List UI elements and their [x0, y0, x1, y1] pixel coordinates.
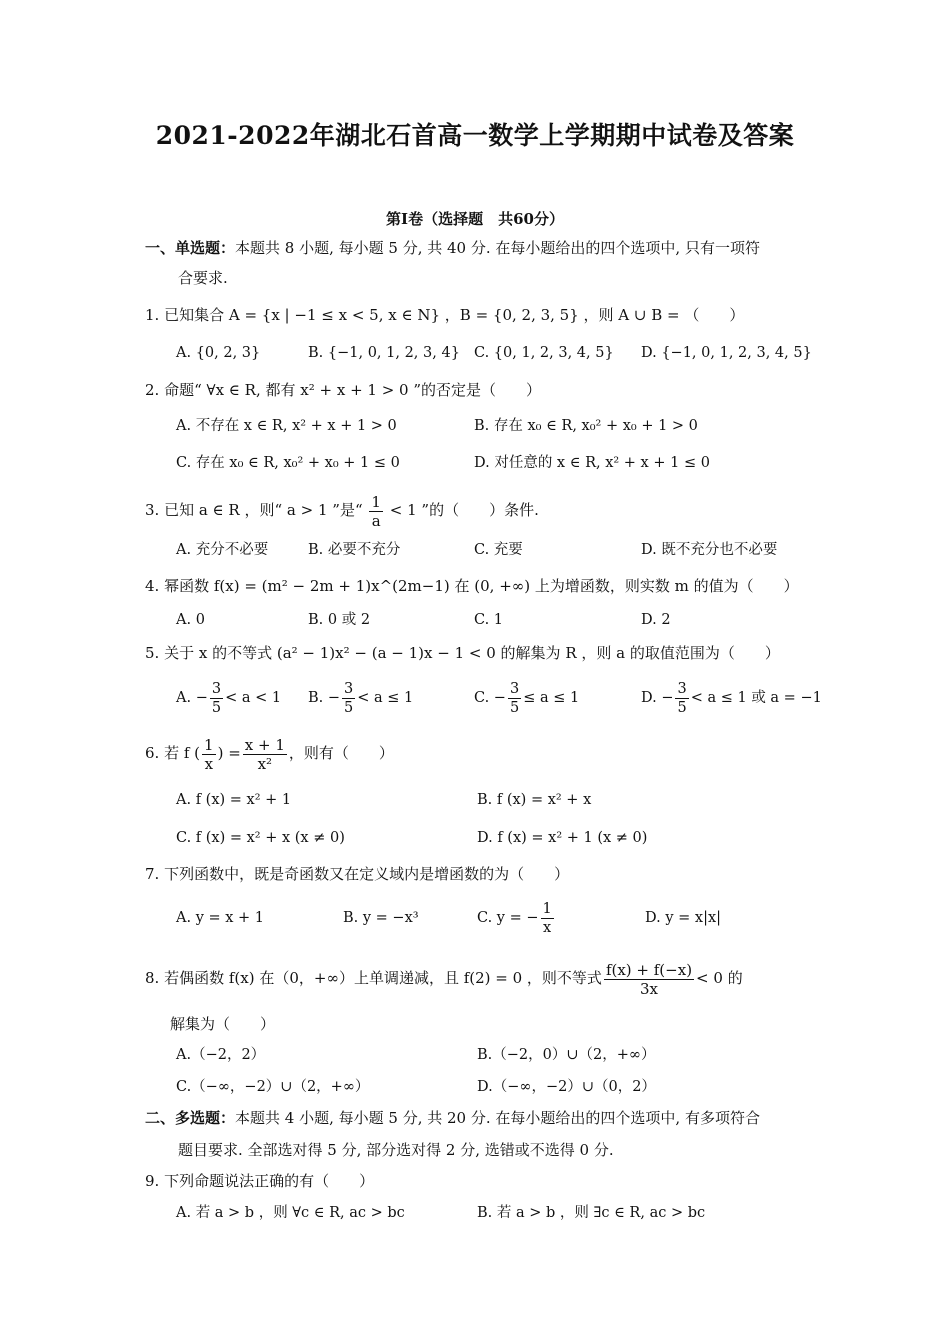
question-5-option-d-suffix: < a ≤ 1 或 a = −1 [690, 690, 822, 706]
section-two-label: 二、多选题： [145, 1109, 236, 1127]
question-6-inner-fraction [202, 736, 216, 773]
question-8-stem-pre: 8. 若偶函数 f(x) 在（0，+∞）上单调递减，且 f(2) = 0 ，则不等式 [145, 969, 602, 987]
question-5-option-d-fraction [675, 680, 688, 717]
question-3-fraction [369, 493, 383, 530]
question-8-stem-post: < 0 的 [696, 969, 743, 987]
section-two-heading [145, 1108, 760, 1128]
fraction-denominator: 5 [344, 699, 354, 716]
question-5-option-a-fraction [210, 680, 223, 717]
question-1-option-d: D. {−1, 0, 1, 2, 3, 4, 5} [641, 345, 812, 361]
question-4-option-a: A. 0 [176, 612, 205, 628]
question-1-option-a: A. {0, 2, 3} [176, 345, 261, 361]
question-8-option-c: C.（−∞，−2）∪（2，+∞） [176, 1079, 370, 1095]
question-2-stem: 2. 命题“ ∀x ∈ R, 都有 x² + x + 1 > 0 ”的否定是（ ） [145, 381, 542, 399]
question-2-option-d: D. 对任意的 x ∈ R, x² + x + 1 ≤ 0 [474, 455, 710, 471]
question-7-option-c-prefix: C. y = − [477, 910, 539, 926]
fraction-denominator: x [543, 919, 552, 936]
question-2-option-b: B. 存在 x₀ ∈ R, x₀² + x₀ + 1 > 0 [474, 418, 698, 434]
question-5-option-b [308, 678, 413, 718]
question-3-option-c: C. 充要 [474, 542, 523, 558]
question-5-option-d-prefix: D. − [641, 690, 674, 706]
question-3-stem [145, 490, 539, 530]
question-5-option-a-suffix: < a < 1 [225, 690, 282, 706]
question-8-option-d: D.（−∞，−2）∪（0，2） [477, 1079, 656, 1095]
fraction-numerator: 3 [509, 680, 520, 697]
question-5-option-b-suffix: < a ≤ 1 [357, 690, 414, 706]
fraction-numerator: 1 [542, 900, 552, 917]
question-5-option-c-fraction [508, 680, 521, 717]
question-7-stem: 7. 下列函数中，既是奇函数又在定义域内是增函数的为（ ） [145, 865, 570, 883]
question-6-option-d: D. f (x) = x² + 1 (x ≠ 0) [477, 830, 648, 846]
question-3-option-d: D. 既不充分也不必要 [641, 542, 778, 558]
question-2-option-c: C. 存在 x₀ ∈ R, x₀² + x₀ + 1 ≤ 0 [176, 455, 400, 471]
question-6-option-a: A. f (x) = x² + 1 [176, 792, 292, 808]
question-6-stem-mid: ) = [217, 744, 241, 762]
fraction-numerator: x + 1 [244, 735, 285, 754]
question-5-option-a-prefix: A. − [176, 690, 208, 706]
section-one-label: 一、单选题： [145, 239, 236, 257]
question-8-stem-cont: 解集为（ ） [170, 1015, 276, 1033]
question-8-stem [145, 958, 743, 998]
question-7-option-d: D. y = x|x| [645, 910, 722, 926]
fraction-numerator: f(x) + f(−x) [605, 960, 693, 979]
question-3-fraction-numerator: 1 [371, 492, 381, 511]
question-8-option-b: B.（−2，0）∪（2，+∞） [477, 1047, 656, 1063]
question-4-option-d: D. 2 [641, 612, 671, 628]
question-5-option-a [176, 678, 281, 718]
part-one-heading: 第Ⅰ卷（选择题 共60分） [386, 210, 564, 228]
question-3-stem-post: < 1 ”的（ ）条件. [389, 501, 539, 519]
question-1-option-b: B. {−1, 0, 1, 2, 3, 4} [308, 345, 460, 361]
question-6-option-c: C. f (x) = x² + x (x ≠ 0) [176, 830, 345, 846]
question-5-option-b-fraction [342, 680, 355, 717]
question-3-option-b: B. 必要不充分 [308, 542, 401, 558]
question-4-option-c: C. 1 [474, 612, 504, 628]
fraction-numerator: 3 [677, 680, 687, 697]
section-one-text: 本题共 8 小题, 每小题 5 分, 共 40 分. 在每小题给出的四个选项中, 只有一项符 [235, 239, 760, 257]
question-7-option-c [477, 898, 556, 938]
question-5-option-c-prefix: C. − [474, 690, 506, 706]
fraction-numerator: 3 [211, 680, 222, 697]
question-5-option-d [641, 678, 822, 718]
question-5-stem: 5. 关于 x 的不等式 (a² − 1)x² − (a − 1)x − 1 < 0 的解集为 R ，则 a 的取值范围为（ ） [145, 644, 780, 662]
question-6-stem-post: ，则有（ ） [288, 744, 394, 762]
question-8-fraction [604, 961, 694, 998]
question-1-option-c: C. {0, 1, 2, 3, 4, 5} [474, 345, 614, 361]
question-6-stem-pre: 6. 若 f ( [145, 744, 201, 762]
section-two-text: 本题共 4 小题, 每小题 5 分, 共 20 分. 在每小题给出的四个选项中, 有多项符合 [235, 1109, 760, 1127]
question-7-option-a: A. y = x + 1 [176, 910, 265, 926]
question-4-option-b: B. 0 或 2 [308, 612, 371, 628]
question-5-option-c-suffix: ≤ a ≤ 1 [523, 690, 580, 706]
fraction-denominator: 3x [639, 979, 658, 998]
fraction-denominator: x² [257, 754, 273, 773]
question-3-fraction-denominator: a [371, 511, 381, 530]
fraction-denominator: 5 [211, 699, 222, 716]
question-2-option-a: A. 不存在 x ∈ R, x² + x + 1 > 0 [176, 418, 397, 434]
section-two-text-cont: 题目要求. 全部选对得 5 分, 部分选对得 2 分, 选错或不选得 0 分. [178, 1141, 614, 1159]
question-7-option-c-fraction [541, 900, 554, 937]
fraction-denominator: 5 [509, 699, 520, 716]
question-1-stem: 1. 已知集合 A = {x | −1 ≤ x < 5, x ∈ N} ，B = {0, 2, 3, 5} ，则 A ∪ B = （ ） [145, 306, 745, 324]
section-one-text-cont: 合要求. [178, 269, 228, 287]
question-9-option-b: B. 若 a > b ，则 ∃c ∈ R, ac > bc [477, 1205, 706, 1221]
question-7-option-b: B. y = −x³ [343, 910, 419, 926]
question-4-stem: 4. 幂函数 f(x) = (m² − 2m + 1)x^(2m−1) 在 (0, +∞) 上为增函数，则实数 m 的值为（ ） [145, 577, 799, 595]
fraction-numerator: 1 [204, 735, 214, 754]
document-title: 2021-2022年湖北石首高一数学上学期期中试卷及答案 [155, 121, 795, 150]
fraction-denominator: 5 [677, 699, 687, 716]
question-9-stem: 9. 下列命题说法正确的有（ ） [145, 1172, 375, 1190]
question-5-option-b-prefix: B. − [308, 690, 341, 706]
question-9-option-a: A. 若 a > b ，则 ∀c ∈ R, ac > bc [176, 1205, 405, 1221]
question-6-option-b: B. f (x) = x² + x [477, 792, 592, 808]
question-5-option-c [474, 678, 579, 718]
question-3-stem-pre: 3. 已知 a ∈ R ，则“ a > 1 ”是“ [145, 501, 363, 519]
question-6-rhs-fraction [243, 736, 287, 773]
fraction-numerator: 3 [344, 680, 354, 697]
question-8-option-a: A.（−2，2） [176, 1047, 266, 1063]
section-one-heading [145, 238, 760, 258]
fraction-denominator: x [204, 754, 214, 773]
question-6-stem [145, 733, 394, 773]
question-3-option-a: A. 充分不必要 [176, 542, 269, 558]
